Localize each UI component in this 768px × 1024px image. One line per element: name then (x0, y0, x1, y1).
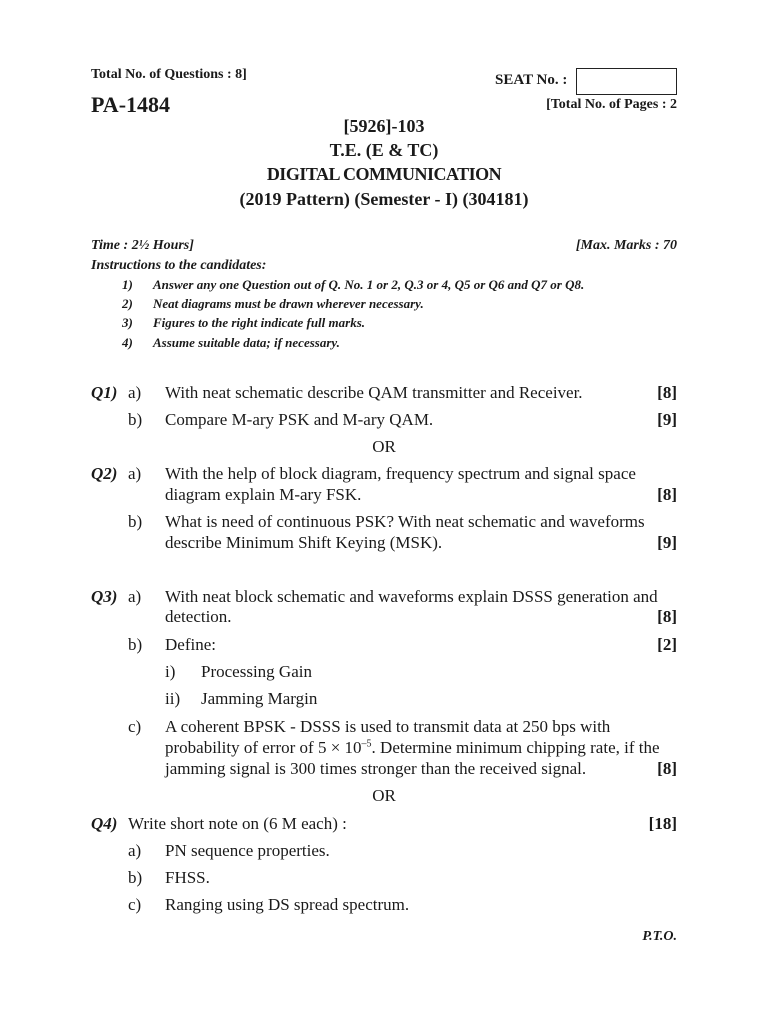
question-text: describe Minimum Shift Keying (MSK). (165, 533, 443, 552)
marks: [9] (657, 410, 677, 429)
question-text: With neat block schematic and waveforms explain DSSS generation and (165, 587, 658, 606)
or-separator: OR (372, 437, 396, 456)
pattern-title: (2019 Pattern) (Semester - I) (304181) (239, 189, 529, 209)
part-label: b) (128, 868, 143, 887)
max-marks: [Max. Marks : 70 (575, 238, 677, 253)
marks: [18] (648, 814, 677, 833)
instruction-text: Answer any one Question out of Q. No. 1 or 2, Q.3 or 4, Q5 or Q6 and Q7 or Q8. (153, 277, 585, 292)
seat-no-box (576, 68, 677, 95)
text-fragment: probability of error of 5 × 10 (165, 738, 362, 757)
question-label: Q4) (91, 814, 118, 833)
question-text: A coherent BPSK - DSSS is used to transmit data at 250 bps with (165, 717, 611, 736)
course-title: T.E. (E & TC) (329, 140, 439, 160)
marks: [9] (657, 533, 677, 552)
question-label: Q2) (91, 464, 118, 483)
text-fragment: . Determine minimum chipping rate, if the (371, 738, 660, 757)
marks: [2] (657, 635, 677, 654)
part-label: c) (128, 717, 142, 736)
question-text: With neat schematic describe QAM transmitter and Receiver. (165, 383, 583, 402)
sub-item-num: i) (165, 662, 176, 681)
exam-code: [5926]-103 (343, 116, 425, 136)
sub-item-text: Jamming Margin (201, 689, 318, 708)
question-text: detection. (165, 607, 232, 626)
part-label: c) (128, 895, 142, 914)
question-label: Q1) (91, 383, 118, 402)
seat-no-label: SEAT No. : (495, 72, 568, 88)
question-text: jamming signal is 300 times stronger than the received signal. (165, 759, 587, 778)
question-text (165, 738, 660, 758)
part-label: a) (128, 587, 142, 606)
marks: [8] (657, 759, 677, 778)
question-text: What is need of continuous PSK? With neat schematic and waveforms (165, 512, 645, 531)
total-questions: Total No. of Questions : 8] (91, 67, 247, 82)
time-allowed: Time : 2½ Hours] (91, 238, 194, 253)
question-text: FHSS. (165, 868, 210, 887)
part-label: a) (128, 464, 142, 483)
question-text: Ranging using DS spread spectrum. (165, 895, 410, 914)
instruction-num: 2) (122, 296, 133, 311)
question-text: diagram explain M-ary FSK. (165, 485, 362, 504)
sub-item-num: ii) (165, 689, 181, 708)
question-label: Q3) (91, 587, 118, 606)
question-text: With the help of block diagram, frequency spectrum and signal space (165, 464, 636, 483)
instruction-num: 3) (122, 315, 133, 330)
instruction-num: 1) (122, 277, 133, 292)
total-pages: [Total No. of Pages : 2 (546, 97, 677, 112)
question-text: Write short note on (6 M each) : (128, 814, 347, 833)
part-label: b) (128, 410, 143, 429)
marks: [8] (657, 383, 677, 402)
instructions-title: Instructions to the candidates: (91, 258, 267, 273)
marks: [8] (657, 607, 677, 626)
part-label: b) (128, 512, 143, 531)
question-text: PN sequence properties. (165, 841, 330, 860)
or-separator: OR (372, 786, 396, 805)
superscript: –5 (361, 738, 372, 750)
subject-title: DIGITAL COMMUNICATION (266, 164, 502, 184)
part-label: a) (128, 383, 142, 402)
instruction-text: Assume suitable data; if necessary. (153, 335, 340, 350)
marks: [8] (657, 485, 677, 504)
part-label: b) (128, 635, 143, 654)
pto-note: P.T.O. (642, 929, 677, 944)
instruction-text: Neat diagrams must be drawn wherever necessary. (153, 296, 424, 311)
instruction-text: Figures to the right indicate full marks. (153, 315, 366, 330)
paper-code: PA-1484 (91, 92, 171, 117)
part-label: a) (128, 841, 142, 860)
question-text: Define: (165, 635, 216, 654)
instruction-num: 4) (122, 335, 133, 350)
question-text: Compare M-ary PSK and M-ary QAM. (165, 410, 434, 429)
sub-item-text: Processing Gain (201, 662, 312, 681)
